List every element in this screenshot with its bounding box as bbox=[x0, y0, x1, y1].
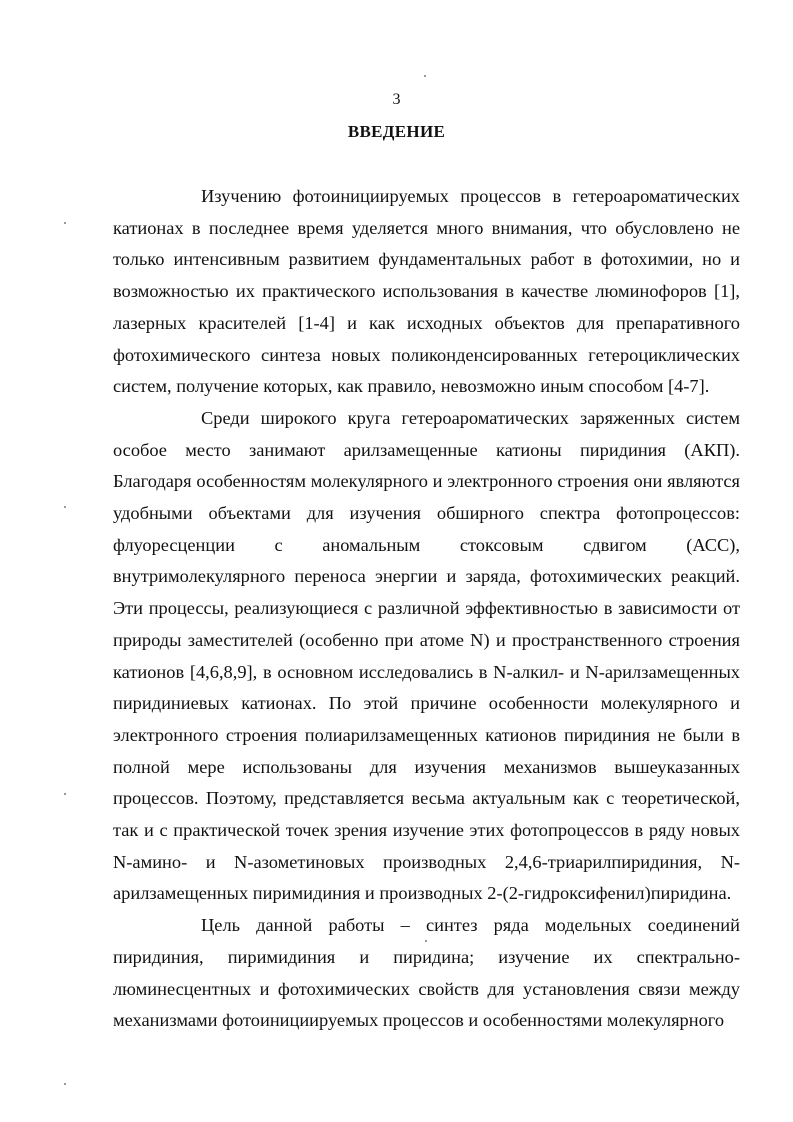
page-number: 3 bbox=[392, 91, 401, 108]
paragraph: Среди широкого круга гетероароматических заряженных систем особое место занимают арилзамещенные катионы пиридиния (АКП). Благодаря особенностям молекулярного и электронного строения они являются удобными объектами для изучения обширного спектра фотопроцессов: флуоресценции с аномальным стоксовым сдвигом (АСС), внутримолекулярного переноса энергии и заряда, фотохимических реакций. Эти процессы, реализующиеся с различной эффективностью в зависимости от природы заместителей (особенно при атоме N) и пространственного строения катионов [4,6,8,9], в основном исследовались в N-алкил- и N-арилзамещенных пиридиниевых катионах. По этой причине особенности молекулярного и электронного строения полиарилзамещенных катионов пиридиния не были в полной мере использованы для изучения механизмов вышеуказанных процессов. Поэтому, представляется весьма актуальным как с теоретической, так и с практической точек зрения изучение этих фотопроцессов в ряду новых N-амино- и N-азометиновых производных 2,4,6-триарилпиридиния, N-арилзамещенных пиримидиния и производных 2-(2-гидроксифенил)пиридина. bbox=[113, 407, 740, 904]
scan-speck bbox=[64, 222, 66, 224]
paragraph: Изучению фотоинициируемых процессов в гетероароматических катионах в последнее время уделяется много внимания, что обусловлено не только интенсивным развитием фундаментальных работ в фотохимии, но и возможностью их практического использования в качестве люминофоров [1], лазерных красителей [1-4] и как исходных объектов для препаративного фотохимического синтеза новых поликонденсированных гетероциклических систем, получение которых, как правило, невозможно иным способом [4-7]. bbox=[113, 186, 740, 397]
scan-speck bbox=[64, 793, 66, 795]
scan-speck bbox=[64, 506, 66, 508]
page-title: ВВЕДЕНИЕ bbox=[347, 122, 446, 141]
document-body bbox=[113, 181, 740, 1037]
paragraph: Цель данной работы – синтез ряда модельных соединений пиридиния, пиримидиния и пиридина; изучение их спектрально-люминесцентных и фотохимических свойств для установления связи между механизмами фотоинициируемых процессов и особенностями молекулярного bbox=[113, 915, 740, 1031]
scan-speck bbox=[424, 75, 426, 77]
scan-speck bbox=[64, 1083, 66, 1085]
